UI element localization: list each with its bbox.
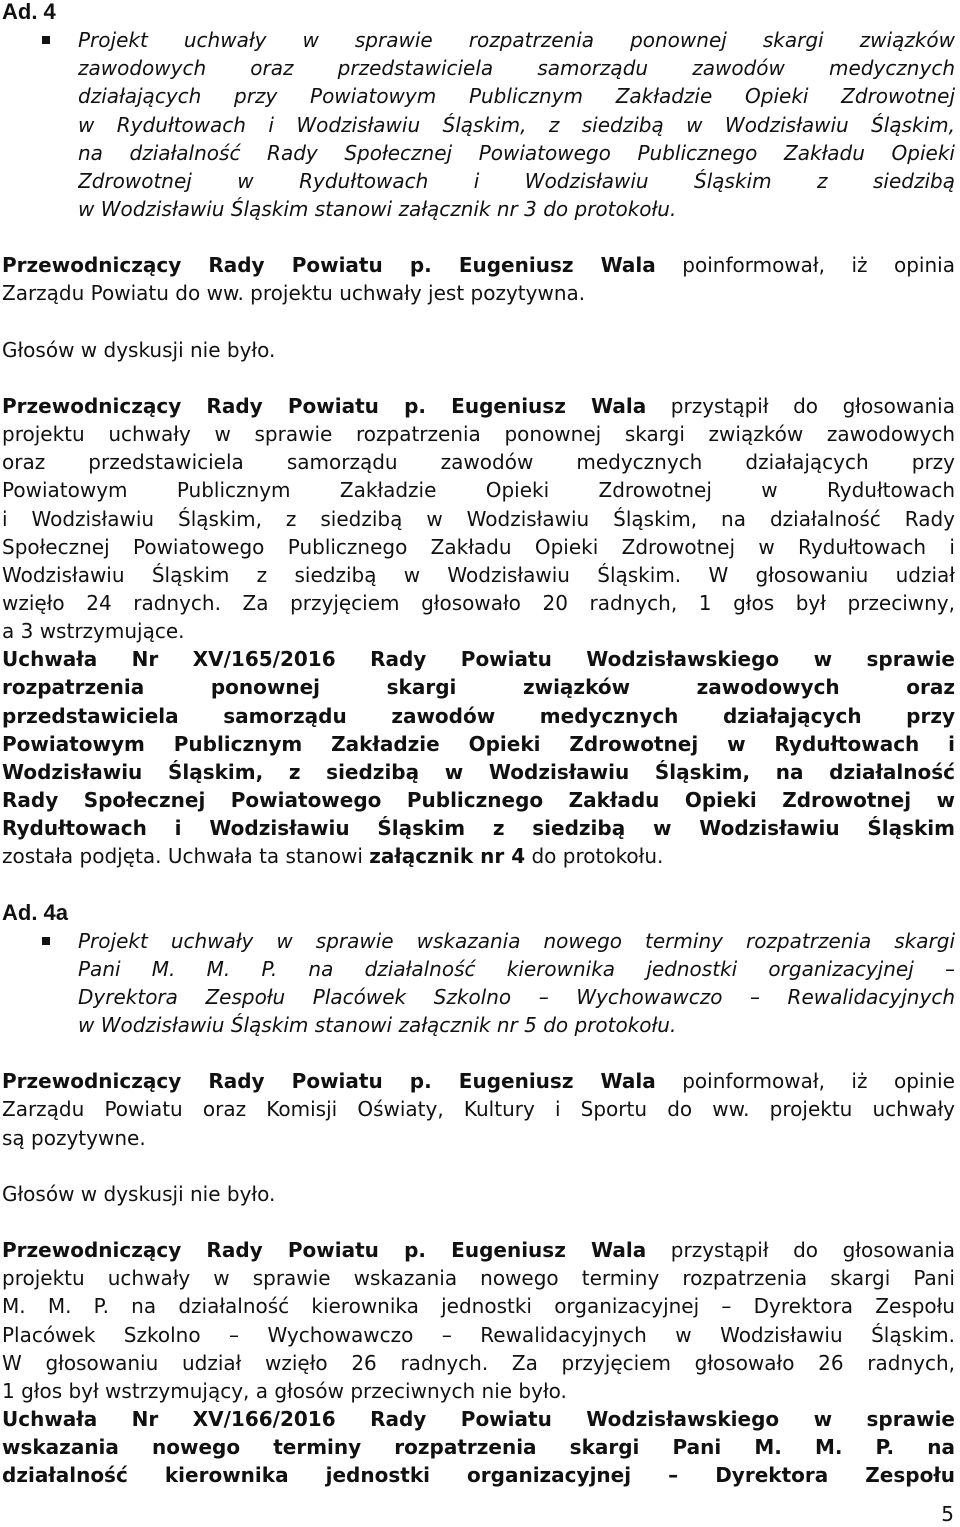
text: Wodzisławiu Śląskim z siedzibą w Wodzisławiu Śląskim. W głosowaniu udział: [2, 562, 955, 587]
text: projektu uchwały w sprawie wskazania nowego terminy rozpatrzenia skargi Pani: [2, 1266, 955, 1291]
blank-line: [2, 308, 955, 336]
text-line: [2, 702, 955, 730]
text: została podjęta. Uchwała ta stanowi: [2, 844, 370, 869]
section-heading: [2, 899, 955, 927]
blank-line: [2, 223, 955, 251]
text-line: [78, 111, 955, 139]
text: M. M. P. na działalność kierownika jednostki organizacyjnej – Dyrektora Zespołu: [2, 1294, 955, 1319]
text: w Wodzisławiu Śląskim stanowi załącznik nr 3 do protokołu.: [78, 196, 677, 221]
bold-text: Uchwała Nr XV/166/2016 Rady Powiatu Wodzisławskiego w sprawie: [2, 1407, 955, 1432]
paragraph: [2, 645, 955, 870]
text: Pani M. M. P. na działalność kierownika jednostki organizacyjnej –: [78, 956, 955, 981]
text-line: [2, 617, 955, 645]
text: Głosów w dyskusji nie było.: [2, 337, 276, 362]
text: wzięło 24 radnych. Za przyjęciem głosowało 20 radnych, 1 głos był przeciwny,: [2, 590, 955, 615]
text-line: [78, 26, 955, 54]
text: do protokołu.: [525, 844, 664, 869]
text-line: [2, 758, 955, 786]
text-line: [2, 786, 955, 814]
text-line: [2, 392, 955, 420]
text: Dyrektora Zespołu Placówek Szkolno – Wychowawczo – Rewalidacyjnych: [78, 984, 955, 1009]
bold-text: Ad. 4: [2, 0, 56, 24]
paragraph: [2, 1236, 955, 1405]
text: Powiatowym Publicznym Zakładzie Opieki Zdrowotnej w Rydułtowach: [2, 478, 955, 503]
text: zawodowych oraz przedstawiciela samorządu zawodów medycznych: [78, 56, 955, 81]
bold-text: Przewodniczący Rady Powiatu p. Eugeniusz Wala: [2, 1069, 656, 1094]
text-line: [2, 1461, 955, 1489]
bullet-paragraph: [2, 927, 955, 1040]
text-line: [2, 279, 955, 307]
text: projektu uchwały w sprawie rozpatrzenia ponownej skargi związków zawodowych: [2, 422, 955, 447]
text: są pozytywne.: [2, 1125, 146, 1150]
text: poinformował, iż opinie: [655, 1069, 955, 1094]
text-line: [78, 139, 955, 167]
text-line: [78, 1011, 955, 1039]
text-line: [2, 1377, 955, 1405]
text-line: [78, 54, 955, 82]
paragraph: [2, 392, 955, 645]
bullet-icon: [42, 937, 50, 945]
text: Zdrowotnej w Rydułtowach i Wodzisławiu Śląskim z siedzibą: [78, 168, 955, 193]
text-line: [78, 195, 955, 223]
text: Społecznej Powiatowego Publicznego Zakładu Opieki Zdrowotnej w Rydułtowach i: [2, 534, 955, 559]
bold-text: Ad. 4a: [2, 899, 69, 925]
text: 1 głos był wstrzymujący, a głosów przeciwnych nie było.: [2, 1378, 567, 1403]
blank-line: [2, 1039, 955, 1067]
text-line: [2, 1405, 955, 1433]
text: w Wodzisławiu Śląskim stanowi załącznik nr 5 do protokołu.: [78, 1013, 677, 1038]
text-line: [2, 505, 955, 533]
bold-text: Uchwała Nr XV/165/2016 Rady Powiatu Wodzisławskiego w sprawie: [2, 647, 955, 672]
text-line: [2, 1321, 955, 1349]
text: Projekt uchwały w sprawie wskazania nowego terminy rozpatrzenia skargi: [78, 928, 955, 953]
bold-text: Przewodniczący Rady Powiatu p. Eugeniusz Wala: [2, 1238, 647, 1263]
text-line: [2, 1349, 955, 1377]
paragraph: [2, 1405, 955, 1489]
text: i Wodzisławiu Śląskim, z siedzibą w Wodzisławiu Śląskim, na działalność Rady: [2, 506, 955, 531]
text-line: [2, 476, 955, 504]
text: Placówek Szkolno – Wychowawczo – Rewalidacyjnych w Wodzisławiu Śląskim.: [2, 1322, 955, 1347]
text-line: [2, 0, 955, 26]
text-line: [2, 730, 955, 758]
text-line: [2, 1433, 955, 1461]
bullet-paragraph: [2, 26, 955, 223]
text-line: [2, 1292, 955, 1320]
text: w Rydułtowach i Wodzisławiu Śląskim, z siedzibą w Wodzisławiu Śląskim,: [78, 112, 955, 137]
text-line: [2, 899, 955, 927]
paragraph: [2, 1067, 955, 1151]
paragraph: [2, 1180, 955, 1208]
text-line: [2, 251, 955, 279]
blank-line: [2, 364, 955, 392]
paragraph: [2, 336, 955, 364]
bold-text: przedstawiciela samorządu zawodów medycznych działających przy: [2, 703, 955, 728]
text-line: [2, 589, 955, 617]
text-line: [78, 955, 955, 983]
text-line: [2, 1124, 955, 1152]
text-line: [2, 1095, 955, 1123]
page-number: 5: [941, 1502, 954, 1526]
bold-text: Przewodniczący Rady Powiatu p. Eugeniusz Wala: [2, 253, 656, 278]
text-line: [2, 448, 955, 476]
bold-text: Rydułtowach i Wodzisławiu Śląskim z siedzibą w Wodzisławiu Śląskim: [2, 816, 955, 841]
bold-text: wskazania nowego terminy rozpatrzenia skargi Pani M. M. P. na: [2, 1435, 955, 1460]
text: W głosowaniu udział wzięło 26 radnych. Za przyjęciem głosowało 26 radnych,: [2, 1350, 955, 1375]
text: Zarządu Powiatu oraz Komisji Oświaty, Kultury i Sportu do ww. projektu uchwały: [2, 1097, 955, 1122]
text-line: [78, 82, 955, 110]
text: Zarządu Powiatu do ww. projektu uchwały jest pozytywna.: [2, 281, 586, 306]
text: poinformował, iż opinia: [655, 253, 955, 278]
text: a 3 wstrzymujące.: [2, 619, 185, 644]
text-line: [2, 673, 955, 701]
text: oraz przedstawiciela samorządu zawodów medycznych działających przy: [2, 450, 955, 475]
text: Głosów w dyskusji nie było.: [2, 1181, 276, 1206]
text: przystąpił do głosowania: [646, 1238, 955, 1263]
blank-line: [2, 870, 955, 898]
bullet-icon: [42, 36, 50, 44]
text: na działalność Rady Społecznej Powiatowego Publicznego Zakładu Opieki: [78, 140, 955, 165]
bold-text: Przewodniczący Rady Powiatu p. Eugeniusz Wala: [2, 393, 647, 418]
bold-text: Wodzisławiu Śląskim, z siedzibą w Wodzisławiu Śląskim, na działalność: [2, 759, 955, 784]
text-line: [2, 1236, 955, 1264]
text-line: [2, 1264, 955, 1292]
text-line: [2, 1180, 955, 1208]
text-line: [78, 927, 955, 955]
blank-line: [2, 1152, 955, 1180]
text: działających przy Powiatowym Publicznym Zakładzie Opieki Zdrowotnej: [78, 84, 955, 109]
text-line: [78, 167, 955, 195]
text-line: [78, 983, 955, 1011]
bold-text: działalność kierownika jednostki organizacyjnej – Dyrektora Zespołu: [2, 1463, 955, 1488]
blank-line: [2, 1208, 955, 1236]
section-heading: [2, 0, 955, 26]
bold-text: Rady Społecznej Powiatowego Publicznego Zakładu Opieki Zdrowotnej w: [2, 787, 955, 812]
text-line: [2, 420, 955, 448]
text: Projekt uchwały w sprawie rozpatrzenia ponownej skargi związków: [78, 28, 955, 53]
text-line: [2, 814, 955, 842]
bold-text: Powiatowym Publicznym Zakładzie Opieki Zdrowotnej w Rydułtowach i: [2, 731, 955, 756]
text-line: [2, 533, 955, 561]
text-line: [2, 561, 955, 589]
document-body: [2, 0, 955, 1489]
text: przystąpił do głosowania: [646, 393, 955, 418]
text-line: [2, 645, 955, 673]
text-line: [2, 336, 955, 364]
bold-text: rozpatrzenia ponownej skargi związków zawodowych oraz: [2, 675, 955, 700]
text-line: [2, 1067, 955, 1095]
text-line: [2, 842, 955, 870]
paragraph: [2, 251, 955, 307]
bold-text: załącznik nr 4: [369, 844, 526, 869]
